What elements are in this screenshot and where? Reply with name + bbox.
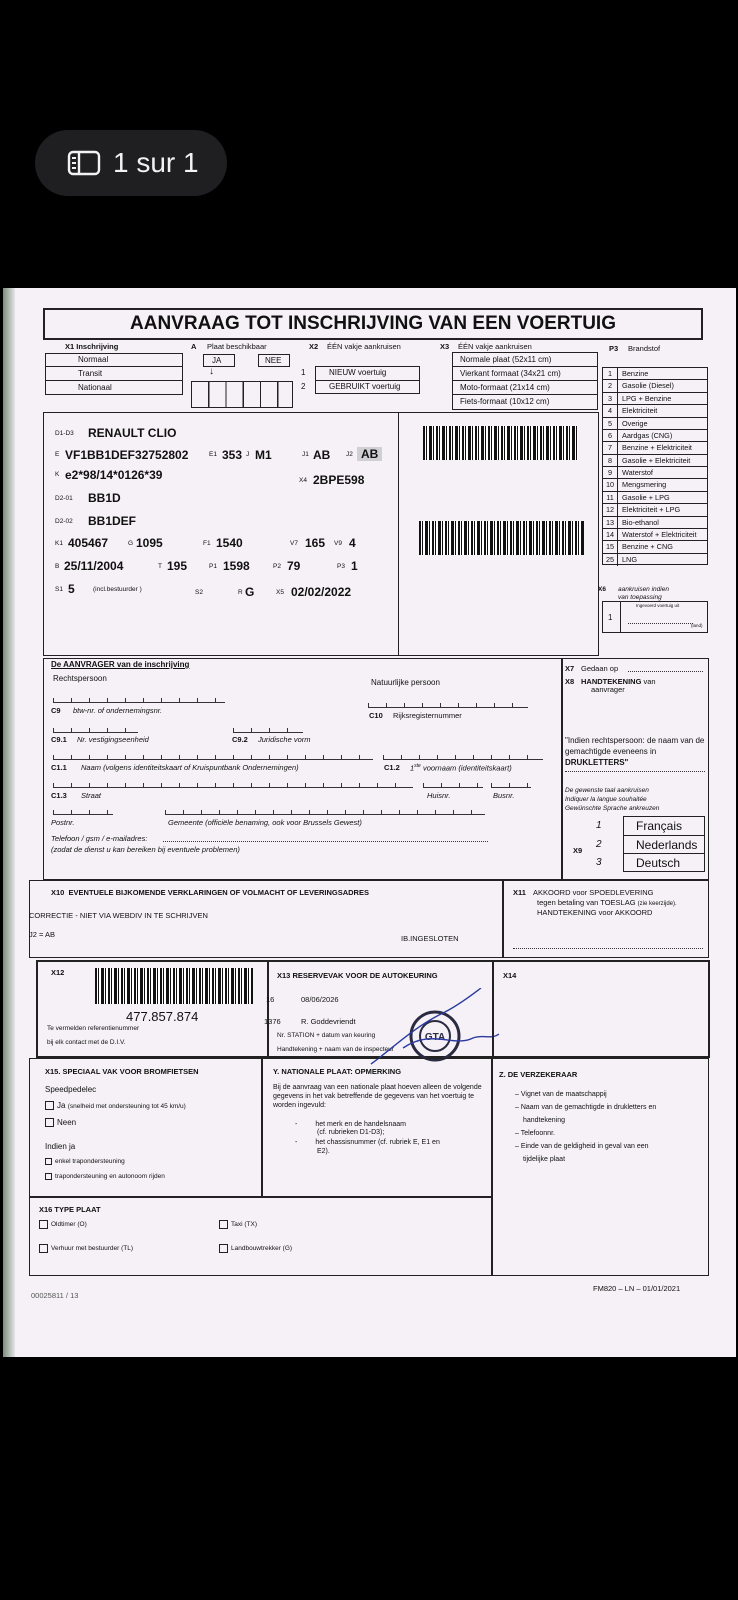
page-label: 1 sur 1 — [113, 147, 199, 178]
fuel-option-label: Bio-ethanol — [622, 517, 659, 527]
x10-line3[interactable]: IB.INGESLOTEN — [401, 934, 459, 943]
x12-label: X12 — [51, 968, 65, 977]
fuel-option[interactable] — [603, 430, 707, 442]
x7-text: Gedaan op — [581, 664, 619, 673]
z-list-item: – Vignet van de maatschappij — [515, 1091, 607, 1098]
p2-label: P2 — [273, 563, 281, 570]
fuel-option[interactable] — [603, 517, 707, 529]
f1-value[interactable]: 1540 — [216, 536, 243, 550]
p3-value-label: P3 — [337, 563, 345, 570]
x9-label: X9 — [573, 846, 583, 855]
language-option[interactable]: Nederlands — [624, 836, 704, 855]
z-list-item: tijdelijke plaat — [523, 1156, 566, 1163]
c10-field[interactable] — [368, 703, 528, 708]
x16-title: X16 TYPE PLAAT — [39, 1205, 101, 1214]
c92-label: C9.2 — [232, 735, 248, 744]
x1-transit[interactable]: Transit — [78, 369, 103, 378]
fuel-option-number: 2 — [603, 380, 618, 391]
c9-field[interactable] — [53, 698, 225, 703]
fuel-option[interactable] — [603, 393, 707, 405]
x2-num-1: 1 — [301, 368, 306, 377]
x7-label: X7 — [565, 664, 575, 673]
tel-field[interactable] — [163, 841, 488, 842]
x6-text2: van toepassing — [618, 594, 662, 601]
fuel-option-label: Elektriciteit + LPG — [622, 505, 681, 515]
x8-text: HANDTEKENING van — [581, 677, 656, 686]
v7-value[interactable]: 165 — [305, 536, 326, 550]
z-list-item: – Telefoonnr. — [515, 1130, 555, 1137]
x1-options — [45, 353, 183, 395]
fuel-option-label: Overige — [622, 418, 648, 428]
d201-value[interactable]: BB1D — [88, 491, 121, 505]
c92-text: Juridische vorm — [258, 735, 311, 744]
e-value[interactable]: VF1BB1DEF32752802 — [65, 448, 189, 462]
x10-line2[interactable]: J2 = AB — [29, 930, 56, 939]
fuel-option[interactable] — [603, 405, 707, 417]
t-label: T — [158, 563, 162, 570]
x6-text: aankruisen indien — [618, 586, 669, 593]
fuel-option-number: 1 — [603, 368, 618, 379]
c13-label: C1.3 — [51, 791, 67, 800]
page-indicator[interactable] — [35, 130, 227, 196]
tel-note: (zodat de dienst u kan bereiken bij eventuele problemen) — [51, 845, 240, 854]
x16-o2[interactable]: Taxi (TX) — [219, 1220, 257, 1229]
x5-label: X5 — [276, 589, 284, 596]
x15-indien: Indien ja — [45, 1142, 76, 1151]
fuel-option-number: 13 — [603, 517, 618, 528]
v9-label: V9 — [334, 540, 342, 547]
x15-neen[interactable]: Neen — [45, 1118, 76, 1127]
x13-hand: Handtekening + naam van de inspecteur — [277, 1046, 394, 1053]
fuel-option[interactable] — [603, 554, 707, 566]
e-label: E — [55, 451, 60, 458]
x7-field[interactable] — [628, 671, 703, 672]
x3-opt-normale[interactable]: Normale plaat (52x11 cm) — [460, 355, 552, 364]
indien-text: "Indien rechtspersoon: de naam van de gemachtigde eveneens in DRUKLETTERS" — [565, 736, 705, 767]
k1-label: K1 — [55, 540, 63, 547]
x8-sub: aanvrager — [591, 685, 625, 694]
j2-label: J2 — [346, 451, 353, 458]
k1-value[interactable]: 405467 — [68, 536, 109, 550]
x11-t3: HANDTEKENING voor AKKOORD — [537, 908, 653, 917]
y-bullet2: - het chassisnummer (cf. rubriek E, E1 en — [295, 1139, 440, 1146]
inspection-stamp-icon — [363, 988, 513, 1068]
huisnr-field[interactable] — [423, 783, 483, 788]
fuel-option[interactable] — [603, 418, 707, 430]
c12-field[interactable] — [383, 755, 543, 760]
x4-label: X4 — [299, 477, 307, 484]
c12-text: 1ste voornaam (identiteitskaart) — [410, 763, 512, 773]
x15-opt1[interactable]: enkel trapondersteuning — [45, 1158, 125, 1165]
r-label: R — [238, 589, 243, 596]
x16-o3[interactable]: Verhuur met bestuurder (TL) — [39, 1244, 133, 1253]
x16-o4[interactable]: Landbouwtrekker (G) — [219, 1244, 292, 1253]
c91-text: Nr. vestigingseenheid — [77, 735, 149, 744]
fuel-option-label: Waterstof — [622, 468, 653, 477]
footer-right: FM820 – LN – 01/01/2021 — [593, 1284, 681, 1293]
fuel-option-label: Benzine + Elektriciteit — [622, 443, 692, 453]
c92-field[interactable] — [233, 728, 303, 733]
fuel-option-number: 8 — [603, 455, 618, 466]
b-label: B — [55, 563, 60, 570]
p1-value[interactable]: 1598 — [223, 559, 250, 573]
j-label: J — [246, 451, 250, 458]
x10-title: X10 EVENTUELE BIJKOMENDE VERKLARINGEN OF VOLMACHT OF LEVERINGSADRES — [51, 888, 369, 897]
r-value[interactable]: G — [245, 585, 255, 599]
rechtspersoon-label: Rechtspersoon — [53, 674, 107, 683]
x6-land: (land) — [691, 623, 703, 628]
fuel-list — [602, 367, 708, 565]
fuel-option-number: 11 — [603, 492, 618, 503]
z-title: Z. DE VERZEKERAAR — [499, 1070, 578, 1079]
a-label-text: Plaat beschikbaar — [207, 342, 267, 351]
language-option[interactable]: Deutsch — [636, 856, 681, 871]
x12-ref[interactable]: 477.857.874 — [126, 1009, 199, 1024]
s1-label: S1 — [55, 586, 63, 593]
c10-text: Rijksregisternummer — [393, 711, 462, 720]
a-label: A — [191, 342, 197, 351]
fuel-option-label: Benzine — [622, 369, 649, 378]
t-value[interactable]: 195 — [167, 559, 188, 573]
c12-label: C1.2 — [384, 763, 400, 772]
x2-nieuw[interactable]: NIEUW voertuig — [329, 368, 387, 377]
j1-label: J1 — [302, 451, 309, 458]
c9-text: btw-nr. of ondernemingsnr. — [73, 706, 163, 715]
g-value[interactable]: 1095 — [136, 536, 163, 550]
gemeente-field[interactable] — [165, 810, 485, 815]
huisnr-label: Huisnr. — [427, 791, 451, 800]
c10-label: C10 — [369, 711, 383, 720]
fuel-option-number: 12 — [603, 504, 618, 515]
s2-label: S2 — [195, 589, 203, 596]
x3-label-text: ÉÉN vakje aankruisen — [458, 342, 532, 351]
x11-sign-field[interactable] — [513, 948, 703, 949]
x1-normaal[interactable]: Normaal — [78, 355, 109, 364]
c11-label: C1.1 — [51, 763, 67, 772]
x2-label-text: ÉÉN vakje aankruisen — [327, 342, 401, 351]
x12-note1: Te vermelden referentienummer — [47, 1025, 140, 1032]
x12-note2: bij elk contact met de D.I.V. — [47, 1039, 126, 1046]
x15-ja-checkbox[interactable] — [45, 1101, 54, 1110]
j2-value[interactable]: AB — [357, 447, 382, 461]
p2-value[interactable]: 79 — [287, 559, 301, 573]
g-label: G — [128, 540, 134, 547]
x4-value[interactable]: 2BPE598 — [313, 473, 365, 487]
a-ja: JA — [212, 356, 222, 365]
z-list-item: – Naam van de gemachtigde in drukletters en — [515, 1104, 657, 1111]
fuel-option-number: 5 — [603, 418, 618, 429]
x15-speed: Speedpedelec — [45, 1085, 97, 1094]
d103-label: D1-D3 — [55, 430, 74, 437]
fuel-option-number: 9 — [603, 467, 618, 478]
x15-ja[interactable]: Ja (snelheid met ondersteuning tot 45 km/u) — [45, 1101, 186, 1110]
x10-line1[interactable]: CORRECTIE - NIET VIA WEBDIV IN TE SCHRIJVEN — [29, 911, 208, 920]
fuel-option-label: Gasolie + LPG — [622, 492, 670, 502]
fuel-option-label: LPG + Benzine — [622, 393, 672, 403]
c9-label: C9 — [51, 706, 61, 715]
z-list-item: – Einde van de geldigheid in geval van een — [515, 1143, 649, 1150]
busnr-label: Busnr. — [493, 791, 515, 800]
x15-opt2[interactable]: trapondersteuning en autonoom rijden — [45, 1173, 165, 1180]
fuel-option-number: 7 — [603, 442, 618, 453]
fuel-option[interactable] — [603, 380, 707, 392]
a-nee: NEE — [265, 356, 282, 365]
x12-barcode — [95, 968, 253, 1004]
fuel-option-label: Waterstof + Elektriciteit — [622, 529, 697, 539]
fuel-option-label: Benzine + CNG — [622, 542, 673, 552]
b-value[interactable]: 25/11/2004 — [64, 559, 124, 573]
z-list — [515, 1088, 700, 1166]
pages-icon — [67, 150, 101, 176]
x1-nationaal[interactable]: Nationaal — [78, 383, 112, 392]
applicants-title: De AANVRAGER van de inschrijving — [51, 660, 190, 669]
fuel-option-number: 25 — [603, 554, 618, 566]
j1-value[interactable]: AB — [313, 448, 331, 462]
c11-text: Naam (volgens identiteitskaart of Kruispuntbank Ondernemingen) — [81, 763, 299, 772]
x13-inspector[interactable]: R. Goddevriendt — [301, 1017, 356, 1026]
e1-label: E1 — [209, 451, 217, 458]
fuel-option-label: Aardgas (CNG) — [622, 430, 673, 440]
fuel-option-label: Gasolie (Diesel) — [622, 381, 674, 391]
fuel-option-number: 10 — [603, 479, 618, 490]
fuel-option-label: Gasolie + Elektriciteit — [622, 455, 691, 465]
fuel-option[interactable] — [603, 467, 707, 479]
fuel-option[interactable] — [603, 455, 707, 467]
arrow-down-icon: ↓ — [209, 366, 214, 377]
j-value[interactable]: M1 — [255, 448, 272, 462]
x1-label: X1 Inschrijving — [65, 342, 119, 351]
x13-title: X13 RESERVEVAK VOOR DE AUTOKEURING — [277, 971, 438, 980]
d103-value[interactable]: RENAULT CLIO — [88, 426, 177, 440]
taal-1: De gewenste taal aankruisen — [565, 787, 649, 794]
z-list-item: handtekening — [523, 1117, 566, 1124]
fuel-option-label: Mengsmering — [622, 480, 667, 490]
x13-station: Nr. STATION + datum van keuring — [277, 1032, 376, 1039]
busnr-field[interactable] — [491, 783, 531, 788]
form-title: AANVRAAG TOT INSCHRIJVING VAN EEN VOERTUIG — [130, 313, 616, 334]
y-bullet1: - het merk en de handelsnaam — [295, 1121, 407, 1128]
postnr-label: Postnr. — [51, 818, 75, 827]
fuel-option-number: 14 — [603, 529, 618, 540]
e1-value[interactable]: 353 — [222, 448, 243, 462]
x3-label: X3 — [440, 342, 450, 351]
language-list — [596, 816, 705, 872]
x11-label: X11 — [513, 888, 526, 897]
natuurlijk-label: Natuurlijke persoon — [371, 678, 440, 687]
fuel-option[interactable] — [603, 442, 707, 454]
taal-2: Indiquer la langue souhaitée — [565, 796, 647, 803]
x2-gebruikt[interactable]: GEBRUIKT voertuig — [329, 382, 401, 391]
language-number: 2 — [596, 838, 602, 850]
x6-sub: Ingevoerd voertuig uit — [636, 603, 680, 608]
fuel-option[interactable] — [603, 479, 707, 491]
fuel-option-number: 6 — [603, 430, 618, 441]
tel-label: Telefoon / gsm / e-mailadres: — [51, 834, 148, 843]
v7-label: V7 — [290, 540, 298, 547]
c91-label: C9.1 — [51, 735, 67, 744]
p3-label: P3 — [609, 344, 619, 353]
x3-opt-vierkant[interactable]: Vierkant formaat (34x21 cm) — [460, 369, 561, 378]
x13-num1376: 1376 — [264, 1017, 281, 1026]
p1-label: P1 — [209, 563, 217, 570]
fuel-option[interactable] — [603, 368, 707, 380]
x5-value[interactable]: 02/02/2022 — [291, 585, 352, 599]
barcode-top — [423, 426, 578, 460]
c91-field[interactable] — [53, 728, 138, 733]
y-paragraph: Bij de aanvraag van een nationale plaat hoeven alleen de volgende gegevens in het vak betreffende de gegevens van het voertuig te worden ingevuld: — [273, 1084, 482, 1109]
x6-label: X6 — [598, 586, 606, 593]
d202-label: D2-02 — [55, 518, 73, 525]
taal-3: Gewünschte Sprache ankreuzen — [565, 805, 660, 812]
x14-box — [492, 960, 710, 1058]
x11-t1: AKKOORD voor SPOEDLEVERING — [533, 888, 654, 897]
c11-field[interactable] — [53, 755, 373, 760]
f1-label: F1 — [203, 540, 211, 547]
v9-value[interactable]: 4 — [349, 536, 356, 550]
x11-t2: tegen betaling van TOESLAG (zie keerzijde). — [537, 898, 677, 907]
d201-label: D2-01 — [55, 495, 73, 502]
fuel-option-label: LNG — [622, 554, 638, 564]
fuel-option-label: Elektriciteit — [622, 406, 658, 416]
language-option[interactable]: Français — [624, 817, 704, 836]
x3-opt-fiets[interactable]: Fiets-formaat (10x12 cm) — [460, 397, 550, 406]
d202-value[interactable]: BB1DEF — [88, 514, 137, 528]
y-bullet1-b: (cf. rubrieken D1-D3); — [317, 1129, 385, 1136]
fuel-option-number: 4 — [603, 405, 618, 416]
x13-date[interactable]: 08/06/2026 — [301, 995, 339, 1004]
p3-label-text: Brandstof — [628, 344, 661, 353]
c13-text: Straat — [81, 791, 102, 800]
x8-label: X8 — [565, 677, 575, 686]
fuel-option[interactable] — [603, 529, 707, 541]
footer-left: 00025811 / 13 — [31, 1291, 79, 1300]
fuel-option-number: 15 — [603, 541, 618, 552]
x3-opt-moto[interactable]: Moto-formaat (21x14 cm) — [460, 383, 550, 392]
s1-value[interactable]: 5 — [68, 582, 75, 596]
c13-field[interactable] — [53, 783, 413, 788]
fuel-option[interactable] — [603, 541, 707, 553]
language-number: 3 — [596, 857, 602, 869]
language-number: 1 — [596, 820, 602, 831]
barcode-bottom — [419, 521, 584, 555]
y-title: Y. NATIONALE PLAAT: OPMERKING — [273, 1067, 402, 1076]
postnr-field[interactable] — [53, 810, 113, 815]
x15-neen-checkbox[interactable] — [45, 1118, 54, 1127]
stamp-text: GTA — [424, 1032, 446, 1043]
y-bullet2-b: E2). — [317, 1148, 330, 1155]
k-label: K — [55, 471, 60, 478]
x16-o1[interactable]: Oldtimer (O) — [39, 1220, 87, 1229]
x2-label: X2 — [309, 342, 319, 351]
x15-title: X15. SPECIAAL VAK VOOR BROMFIETSEN — [45, 1067, 199, 1076]
s1-note: (incl.bestuurder ) — [93, 586, 142, 593]
x2-num-2: 2 — [301, 382, 306, 391]
fuel-option[interactable] — [603, 504, 707, 516]
fuel-option-number: 3 — [603, 393, 618, 404]
plate-cells[interactable] — [191, 381, 293, 408]
x14-label: X14 — [503, 971, 517, 980]
document-page — [3, 288, 736, 1357]
p3-value[interactable]: 1 — [351, 559, 358, 573]
k-value[interactable]: e2*98/14*0126*39 — [65, 468, 163, 482]
x6-num: 1 — [608, 613, 613, 622]
fuel-option[interactable] — [603, 492, 707, 504]
gemeente-label: Gemeente (officiële benaming, ook voor Brussels Gewest) — [168, 818, 362, 827]
x13-num16: 16 — [266, 995, 275, 1004]
